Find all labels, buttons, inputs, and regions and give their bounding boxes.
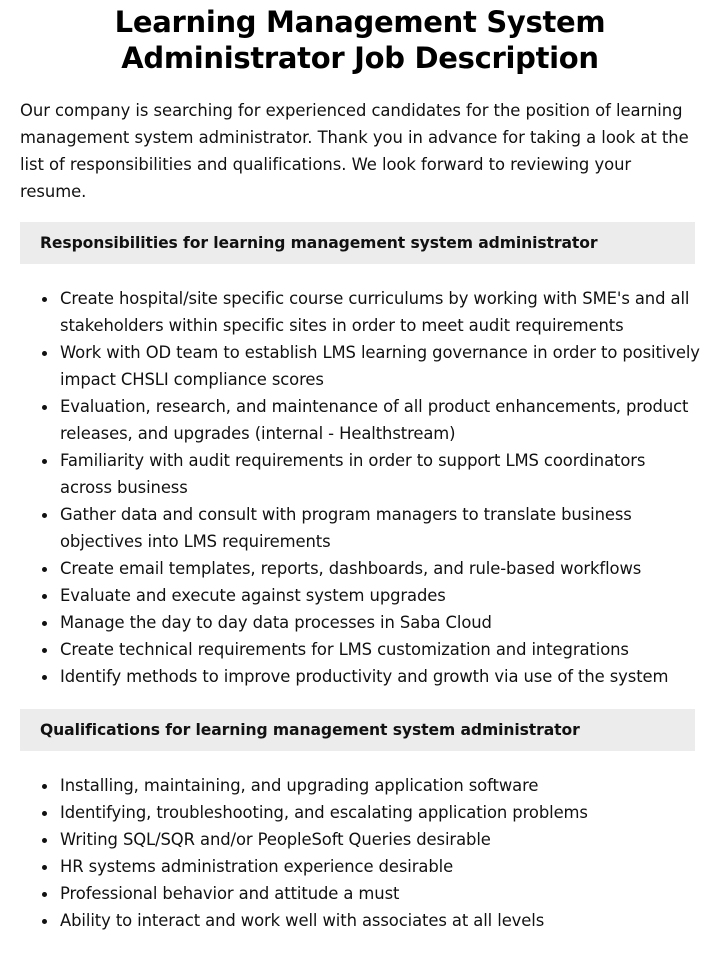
bullet-icon bbox=[42, 811, 47, 816]
list-item-text: Manage the day to day data processes in Saba Cloud bbox=[60, 613, 492, 632]
bullet-icon bbox=[42, 919, 47, 924]
bullet-icon bbox=[42, 865, 47, 870]
bullet-icon bbox=[42, 838, 47, 843]
list-item-text: HR systems administration experience desirable bbox=[60, 857, 454, 876]
list-item bbox=[20, 799, 700, 826]
list-item bbox=[20, 609, 700, 636]
bullet-icon bbox=[42, 297, 47, 302]
list-item-text: Work with OD team to establish LMS learning governance in order to positively impact CHSLI compliance scores bbox=[60, 343, 700, 389]
list-item-text: Identifying, troubleshooting, and escalating application problems bbox=[60, 803, 588, 822]
list-item-text: Gather data and consult with program managers to translate business objectives into LMS requirements bbox=[60, 505, 632, 551]
list-item-text: Ability to interact and work well with associates at all levels bbox=[60, 911, 545, 930]
list-item bbox=[20, 447, 700, 501]
responsibilities-heading: Responsibilities for learning management system administrator bbox=[20, 222, 695, 264]
responsibilities-list bbox=[20, 285, 700, 690]
bullet-icon bbox=[42, 892, 47, 897]
list-item bbox=[20, 555, 700, 582]
list-item-text: Create hospital/site specific course curriculums by working with SME's and all stakeholders within specific sites in order to meet audit requirements bbox=[60, 289, 690, 335]
list-item bbox=[20, 636, 700, 663]
intro-paragraph: Our company is searching for experienced candidates for the position of learning management system administrator. Thank you in advance for taking a look at the list of responsibilities and qualifications. We look forward to reviewing your resume. bbox=[20, 101, 689, 201]
list-item-text: Create technical requirements for LMS customization and integrations bbox=[60, 640, 629, 659]
list-item bbox=[20, 853, 700, 880]
bullet-icon bbox=[42, 405, 47, 410]
bullet-icon bbox=[42, 648, 47, 653]
list-item-text: Installing, maintaining, and upgrading application software bbox=[60, 776, 539, 795]
list-item-text: Create email templates, reports, dashboards, and rule-based workflows bbox=[60, 559, 642, 578]
list-item bbox=[20, 663, 700, 690]
list-item-text: Writing SQL/SQR and/or PeopleSoft Queries desirable bbox=[60, 830, 491, 849]
list-item bbox=[20, 826, 700, 853]
list-item bbox=[20, 772, 700, 799]
list-item-text: Familiarity with audit requirements in order to support LMS coordinators across business bbox=[60, 451, 646, 497]
bullet-icon bbox=[42, 513, 47, 518]
list-item bbox=[20, 907, 700, 934]
page-title: Learning Management System Administrator Job Description bbox=[114, 5, 606, 75]
list-item bbox=[20, 501, 700, 555]
bullet-icon bbox=[42, 351, 47, 356]
bullet-icon bbox=[42, 784, 47, 789]
list-item-text: Identify methods to improve productivity and growth via use of the system bbox=[60, 667, 669, 686]
list-item bbox=[20, 393, 700, 447]
list-item bbox=[20, 285, 700, 339]
bullet-icon bbox=[42, 567, 47, 572]
qualifications-heading: Qualifications for learning management system administrator bbox=[20, 709, 695, 751]
bullet-icon bbox=[42, 594, 47, 599]
bullet-icon bbox=[42, 459, 47, 464]
list-item-text: Professional behavior and attitude a must bbox=[60, 884, 400, 903]
list-item bbox=[20, 582, 700, 609]
qualifications-list bbox=[20, 772, 700, 934]
list-item bbox=[20, 880, 700, 907]
bullet-icon bbox=[42, 621, 47, 626]
list-item-text: Evaluation, research, and maintenance of all product enhancements, product releases, and upgrades (internal - Healthstream) bbox=[60, 397, 689, 443]
bullet-icon bbox=[42, 675, 47, 680]
list-item-text: Evaluate and execute against system upgrades bbox=[60, 586, 446, 605]
list-item bbox=[20, 339, 700, 393]
